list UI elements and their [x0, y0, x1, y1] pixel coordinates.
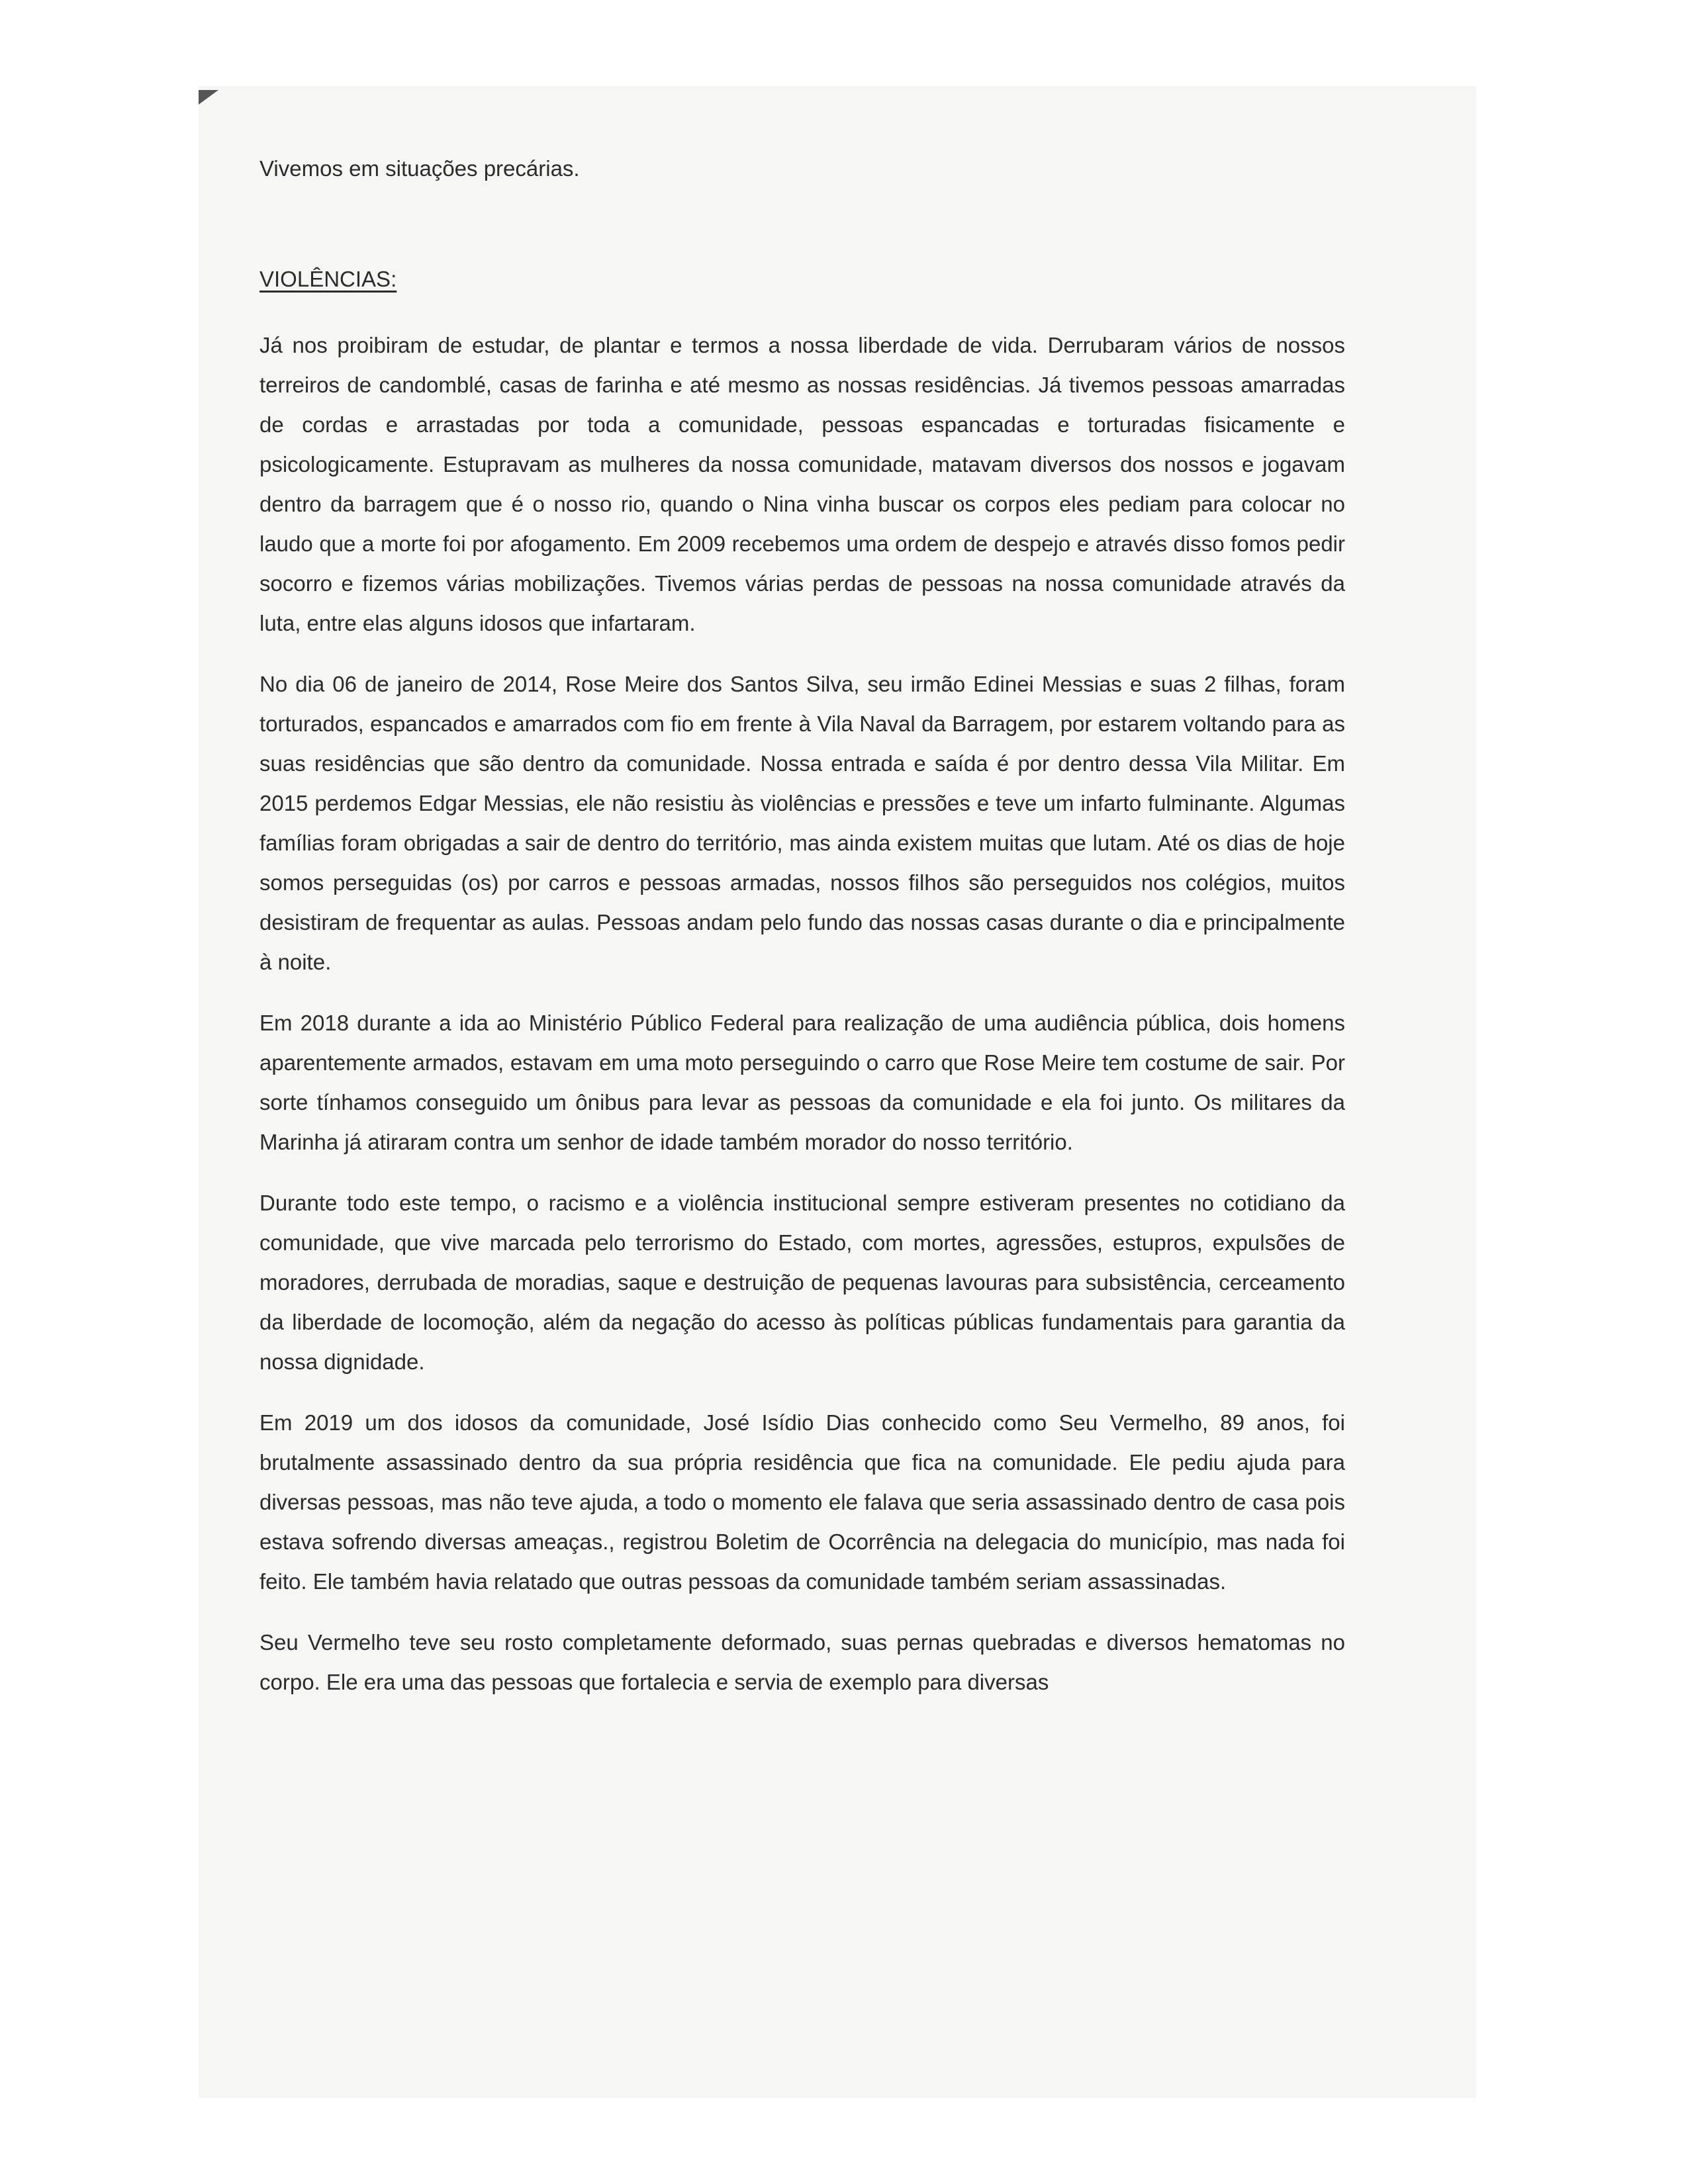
- paragraph: Em 2019 um dos idosos da comunidade, José Isídio Dias conhecido como Seu Vermelho, 89 anos, foi brutalmente assassinado dentro da sua própria residência que fica na comunidade. Ele pediu ajuda para diversas pessoas, mas não teve ajuda, a todo o momento ele falava que seria assassinado dentro de casa pois estava sofrendo diversas ameaças., registrou Boletim de Ocorrência na delegacia do município, mas nada foi feito. Ele também havia relatado que outras pessoas da comunidade também seriam assassinadas.: [259, 1410, 1345, 1594]
- paragraph: No dia 06 de janeiro de 2014, Rose Meire dos Santos Silva, seu irmão Edinei Messias e suas 2 filhas, foram torturados, espancados e amarrados com fio em frente à Vila Naval da Barragem, por estarem voltando para as suas residências que são dentro da comunidade. Nossa entrada e saída é por dentro dessa Vila Militar. Em 2015 perdemos Edgar Messias, ele não resistiu às violências e pressões e teve um infarto fulminante. Algumas famílias foram obrigadas a sair de dentro do território, mas ainda existem muitas que lutam. Até os dias de hoje somos perseguidas (os) por carros e pessoas armadas, nossos filhos são perseguidos nos colégios, muitos desistiram de frequentar as aulas. Pessoas andam pelo fundo das nossas casas durante o dia e principalmente à noite.: [259, 672, 1345, 974]
- paragraph: Já nos proibiram de estudar, de plantar e termos a nossa liberdade de vida. Derrubaram vários de nossos terreiros de candomblé, casas de farinha e até mesmo as nossas residências. Já tivemos pessoas amarradas de cordas e arrastadas por toda a comunidade, pessoas espancadas e torturadas fisicamente e psicologicamente. Estupravam as mulheres da nossa comunidade, matavam diversos dos nossos e jogavam dentro da barragem que é o nosso rio, quando o Nina vinha buscar os corpos eles pediam para colocar no laudo que a morte foi por afogamento. Em 2009 recebemos uma ordem de despejo e através disso fomos pedir socorro e fizemos várias mobilizações. Tivemos várias perdas de pessoas na nossa comunidade através da luta, entre elas alguns idosos que infartaram.: [259, 333, 1345, 635]
- intro-line: Vivemos em situações precárias.: [259, 156, 580, 181]
- document-body: [259, 149, 1345, 1723]
- folded-corner-mark: [199, 90, 218, 105]
- section-heading: VIOLÊNCIAS:: [259, 267, 397, 291]
- paragraph: Em 2018 durante a ida ao Ministério Público Federal para realização de uma audiência pública, dois homens aparentemente armados, estavam em uma moto perseguindo o carro que Rose Meire tem costume de sair. Por sorte tínhamos conseguido um ônibus para levar as pessoas da comunidade e ela foi junto. Os militares da Marinha já atiraram contra um senhor de idade também morador do nosso território.: [259, 1011, 1345, 1154]
- paragraph: Durante todo este tempo, o racismo e a violência institucional sempre estiveram presentes no cotidiano da comunidade, que vive marcada pelo terrorismo do Estado, com mortes, agressões, estupros, expulsões de moradores, derrubada de moradias, saque e destruição de pequenas lavouras para subsistência, cerceamento da liberdade de locomoção, além da negação do acesso às políticas públicas fundamentais para garantia da nossa dignidade.: [259, 1191, 1345, 1374]
- paragraph: Seu Vermelho teve seu rosto completamente deformado, suas pernas quebradas e diversos hematomas no corpo. Ele era uma das pessoas que fortalecia e servia de exemplo para diversas: [259, 1630, 1345, 1694]
